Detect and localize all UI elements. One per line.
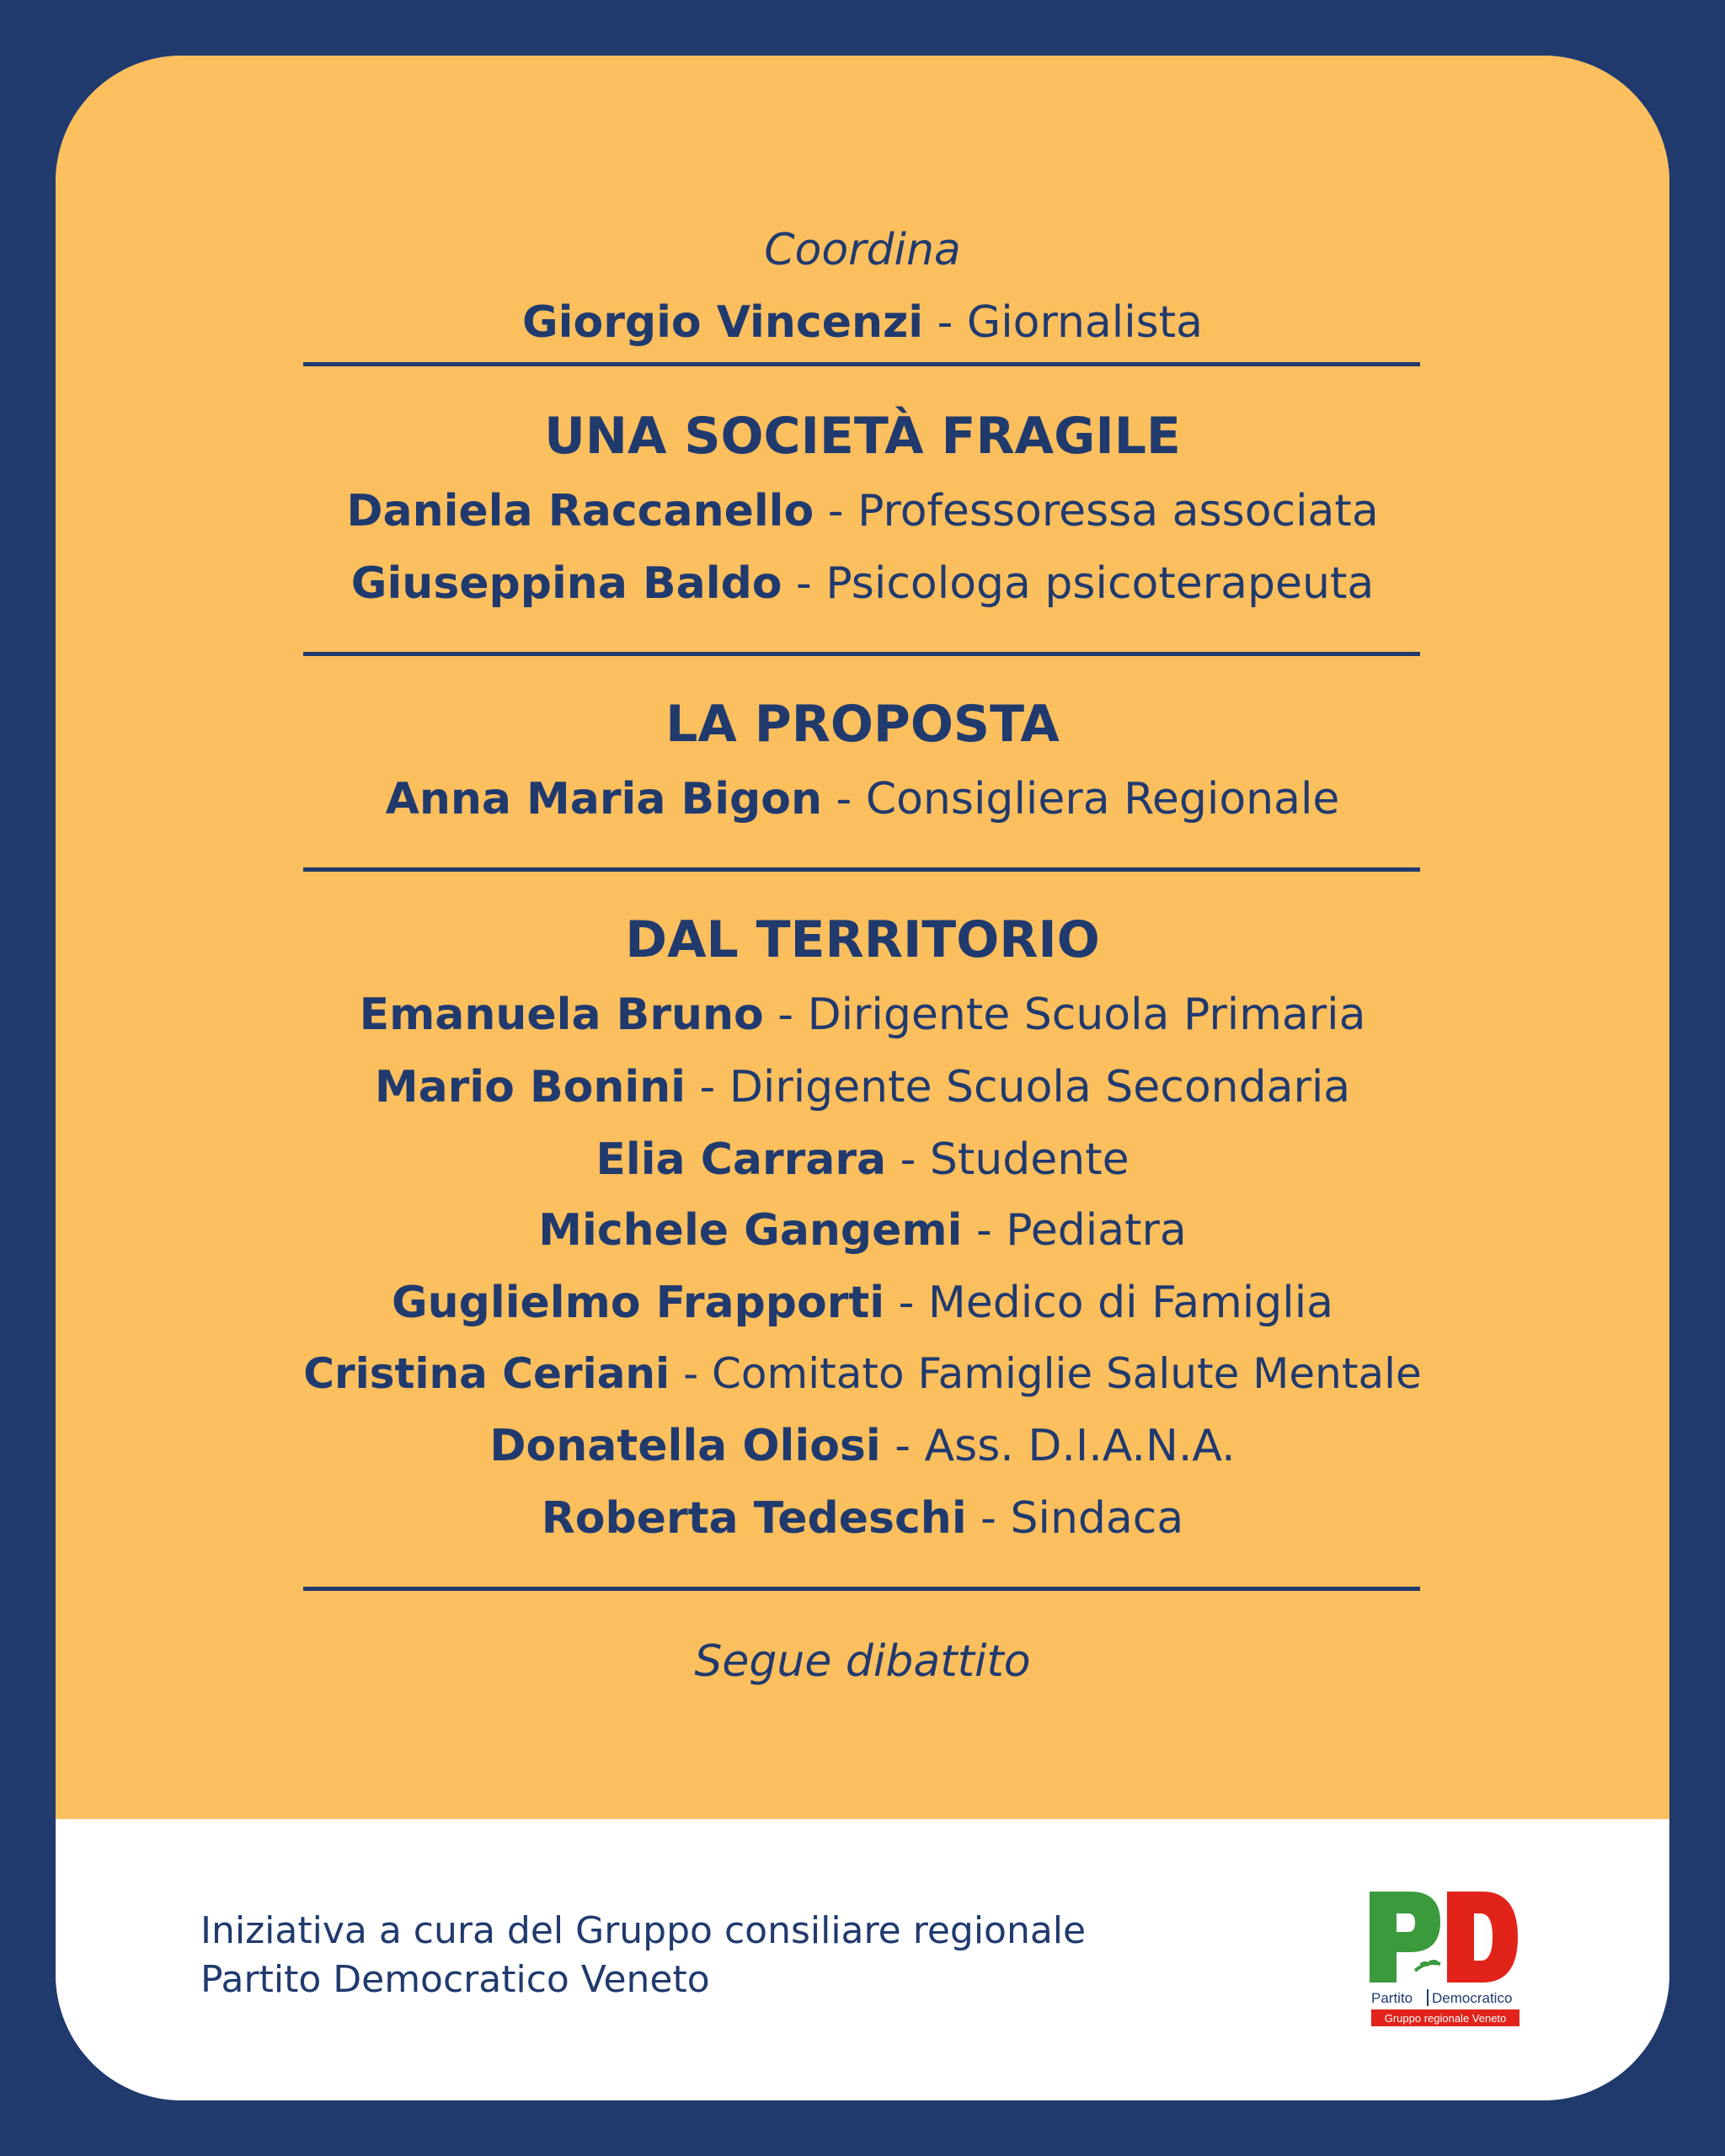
closing-note: Segue dibattito	[694, 1636, 1031, 1687]
speaker-line	[56, 985, 1669, 1044]
speaker-separator: -	[763, 990, 808, 1040]
section-title: LA PROPOSTA	[665, 695, 1060, 754]
section-title: UNA SOCIETÀ FRAGILE	[544, 407, 1181, 466]
logo-party-right: Democratico	[1432, 1990, 1513, 2006]
speaker-name: Guglielmo Frapporti	[391, 1278, 885, 1328]
footer-line-1: Iniziativa a cura del Gruppo consiliare regionale	[200, 1909, 1087, 1952]
speaker-name: Giuseppina Baldo	[350, 558, 782, 609]
divider	[303, 867, 1420, 872]
speaker-line	[56, 1417, 1669, 1476]
speaker-name: Elia Carrara	[595, 1134, 887, 1185]
speaker-role: Professoressa associata	[857, 486, 1379, 536]
speaker-role: Psicologa psicoterapeuta	[825, 558, 1375, 609]
speaker-line	[56, 770, 1669, 829]
speaker-name: Daniela Raccanello	[346, 486, 814, 536]
speaker-role: Consigliera Regionale	[865, 774, 1340, 825]
speaker-role: Dirigente Scuola Secondaria	[729, 1062, 1351, 1113]
speaker-line	[56, 1058, 1669, 1117]
speaker-name: Cristina Ceriani	[303, 1349, 670, 1398]
speaker-separator: -	[923, 297, 967, 348]
speaker-role: Medico di Famiglia	[927, 1278, 1334, 1328]
speaker-role: Ass. D.I.A.N.A.	[924, 1421, 1236, 1471]
speaker-name: Mario Bonini	[374, 1062, 686, 1113]
speaker-role: Comitato Famiglie Salute Mentale	[712, 1349, 1422, 1398]
speaker-name: Anna Maria Bigon	[385, 774, 822, 825]
speaker-name: Michele Gangemi	[538, 1205, 963, 1256]
speaker-separator: -	[814, 486, 858, 536]
section-title: DAL TERRITORIO	[625, 910, 1100, 969]
program-panel	[56, 56, 1669, 1819]
speaker-separator: -	[782, 558, 826, 609]
pd-logo	[1359, 1890, 1528, 2033]
speaker-separator: -	[880, 1421, 925, 1471]
speaker-role: Studente	[929, 1134, 1130, 1185]
divider	[303, 1587, 1420, 1591]
speaker-separator: -	[886, 1134, 930, 1185]
divider	[303, 652, 1420, 656]
speaker-role: Sindaca	[1010, 1493, 1184, 1544]
footer-line-2: Partito Democratico Veneto	[200, 1958, 710, 2001]
pd-logo-icon	[1359, 1890, 1528, 2033]
moderator-label: Coordina	[764, 225, 961, 275]
speaker-role: Giornalista	[966, 297, 1204, 348]
speaker-line	[56, 1201, 1669, 1260]
speaker-line	[56, 554, 1669, 613]
event-card	[56, 56, 1669, 2100]
speaker-line	[56, 482, 1669, 541]
speaker-line	[56, 1489, 1669, 1548]
footer-credits	[200, 1907, 1086, 2004]
speaker-separator: -	[966, 1493, 1011, 1544]
speaker-separator: -	[670, 1349, 713, 1398]
speaker-line	[56, 1344, 1669, 1403]
speaker-separator: -	[962, 1205, 1007, 1256]
speaker-separator: -	[821, 774, 866, 825]
speaker-separator: -	[884, 1278, 928, 1328]
speaker-separator: -	[686, 1062, 729, 1113]
speaker-name: Giorgio Vincenzi	[521, 297, 924, 348]
speaker-name: Donatella Oliosi	[489, 1421, 881, 1471]
speaker-role: Dirigente Scuola Primaria	[807, 990, 1366, 1040]
speaker-role: Pediatra	[1006, 1205, 1187, 1256]
speaker-name: Emanuela Bruno	[359, 990, 764, 1040]
logo-group: Gruppo regionale Veneto	[1384, 2012, 1507, 2025]
logo-party-left: Partito	[1371, 1990, 1413, 2006]
speaker-line	[56, 1273, 1669, 1332]
divider	[303, 362, 1420, 366]
speaker-line	[56, 1130, 1669, 1189]
moderator-line	[56, 293, 1669, 352]
speaker-name: Roberta Tedeschi	[541, 1493, 967, 1544]
